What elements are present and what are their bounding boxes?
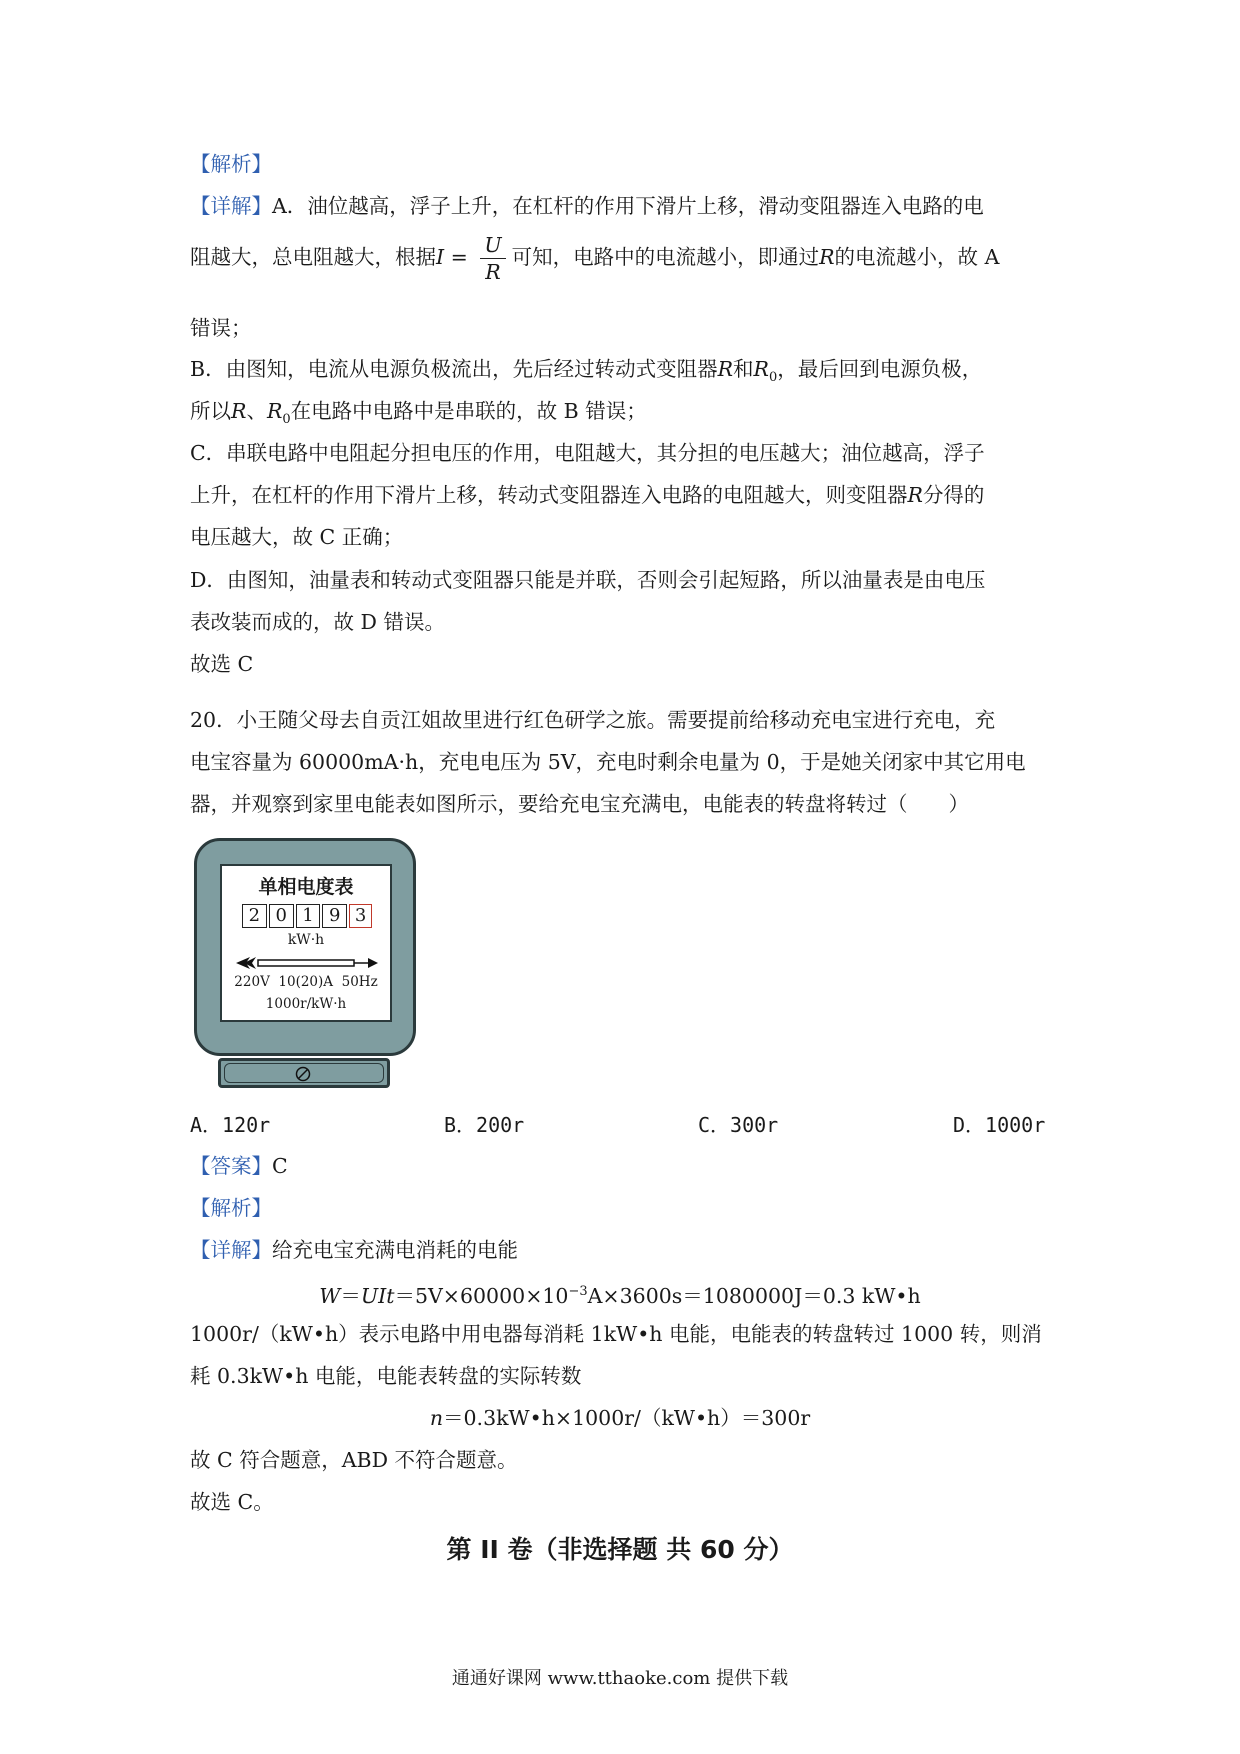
symbol-R0: R <box>753 357 769 381</box>
symbol-R: R <box>819 245 835 269</box>
option-value: 300r <box>730 1113 779 1137</box>
text-fragment: 分得的 <box>922 483 985 507</box>
subscript-0: 0 <box>282 412 291 428</box>
subscript-0: 0 <box>768 370 778 386</box>
symbol-R: R <box>231 399 247 423</box>
formula-equals: = <box>444 245 475 269</box>
option-value: 1000r <box>985 1113 1046 1137</box>
detail-text: 给充电宝充满电消耗的电能 <box>272 1238 518 1262</box>
energy-equation <box>0 1278 1240 1310</box>
detail-option-b-line2 <box>190 397 647 434</box>
meter-digit: 2 <box>242 904 267 928</box>
meter-rotor-arrow-icon <box>236 956 378 970</box>
symbol-R: R <box>907 483 923 507</box>
option-label: B． <box>444 1113 477 1137</box>
text-fragment: 阻越大，总电阻越大，根据 <box>190 245 436 269</box>
fraction-numerator: U <box>480 232 505 259</box>
symbol-n: n <box>429 1406 444 1430</box>
meter-digit: 1 <box>296 904 321 928</box>
meter-digit: 9 <box>322 904 347 928</box>
electricity-meter-figure <box>190 838 422 1092</box>
answer-tag: 【答案】 <box>190 1154 272 1178</box>
meter-digits <box>242 904 372 928</box>
text-fragment: 在电路中电路中是串联的，故 B 错误； <box>290 399 647 423</box>
detail-option-b-line1 <box>190 355 982 392</box>
answer-value: C <box>272 1154 288 1178</box>
section-heading: 第 II 卷（非选择题 共 60 分） <box>446 1535 794 1564</box>
revolutions-equation <box>0 1404 1240 1432</box>
detail-option-a-line2 <box>190 232 999 285</box>
detail-tag: 【详解】 <box>190 1238 272 1262</box>
question-20-line1: 20．小王随父母去自贡江姐故里进行红色研学之旅。需要提前给移动充电宝进行充电，充 <box>190 708 996 732</box>
detail-option-d-line1: D．由图知，油量表和转动式变阻器只能是并联，否则会引起短路，所以油量表是由电压 <box>190 568 986 592</box>
detail-tag: 【详解】 <box>190 194 272 218</box>
text-fragment: 和 <box>733 357 754 381</box>
answer-line <box>190 1152 288 1180</box>
option-label: A． <box>190 1113 223 1137</box>
equation-fragment: ＝0.3kW•h×1000r/（kW•h）＝300r <box>443 1406 811 1430</box>
symbol-R: R <box>717 357 734 381</box>
analysis-conclusion: 故选 C <box>190 652 254 676</box>
analysis-tag: 【解析】 <box>190 152 272 176</box>
text-fragment: 、 <box>246 399 267 423</box>
detail-option-c-line3: 电压越大，故 C 正确； <box>190 525 404 549</box>
text-fragment: ，最后回到电源负极， <box>777 357 983 381</box>
text-fragment: 可知，电路中的电流越小，即通过 <box>511 245 820 269</box>
meter-face <box>220 864 392 1022</box>
symbol-UIt: UIt <box>360 1283 395 1308</box>
option-a-text: A．油位越高，浮子上升，在杠杆的作用下滑片上移，滑动变阻器连入电路的电 <box>272 194 984 218</box>
text-fragment: B．由图知，电流从电源负极流出，先后经过转动式变阻器 <box>190 357 718 381</box>
equation-fragment: ＝5V×60000×10 <box>394 1283 569 1308</box>
option-c <box>698 1111 778 1139</box>
symbol-W: W <box>319 1283 341 1308</box>
text-fragment: 的电流越小，故 A <box>834 245 1000 269</box>
meter-spec-constant: 1000r/kW·h <box>265 996 347 1012</box>
detail-option-c-line1: C．串联电路中电阻起分担电压的作用，电阻越大，其分担的电压越大；油位越高，浮子 <box>190 441 985 465</box>
exponent: −3 <box>568 1284 588 1299</box>
meter-digit-decimal: 3 <box>349 904 372 928</box>
meter-spec-rating: 220V 10(20)A 50Hz <box>234 974 378 990</box>
page-footer: 通通好课网 www.tthaoke.com 提供下载 <box>451 1668 789 1689</box>
equals-sign: ＝ <box>340 1283 361 1308</box>
option-value: 120r <box>222 1113 271 1137</box>
slot-symbol-icon <box>294 1065 312 1083</box>
option-d <box>953 1111 1045 1139</box>
detail-line1 <box>190 1236 518 1264</box>
detail-option-c-line2 <box>190 481 984 509</box>
detail-option-a-line1 <box>190 192 984 220</box>
meter-unit: kW·h <box>287 932 325 948</box>
question-20-line3: 器，并观察到家里电能表如图所示，要给充电宝充满电，电能表的转盘将转过（ ） <box>190 792 969 816</box>
final-conclusion: 故选 C。 <box>190 1490 274 1514</box>
detail-line3: 耗 0.3kW•h 电能，电能表转盘的实际转数 <box>190 1364 582 1388</box>
detail-option-a-line3: 错误； <box>190 316 252 340</box>
detail-line2: 1000r/（kW•h）表示电路中用电器每消耗 1kW•h 电能，电能表的转盘转过 1000 转，则消 <box>190 1322 1042 1346</box>
text-fragment: 所以 <box>190 399 231 423</box>
symbol-R0: R <box>266 399 283 423</box>
option-value: 200r <box>476 1113 525 1137</box>
formula-I: I <box>436 245 445 269</box>
detail-option-d-line2: 表改装而成的，故 D 错误。 <box>190 610 445 634</box>
text-fragment: 上升，在杠杆的作用下滑片上移，转动式变阻器连入电路的电阻越大，则变阻器 <box>190 483 908 507</box>
option-label: D． <box>953 1113 986 1137</box>
fraction-denominator: R <box>485 260 501 284</box>
analysis-tag: 【解析】 <box>190 1196 272 1220</box>
question-20-line2: 电宝容量为 60000mA·h，充电电压为 5V，充电时剩余电量为 0，于是她关闭家中其它用电 <box>190 750 1026 774</box>
detail-line4: 故 C 符合题意，ABD 不符合题意。 <box>190 1448 518 1472</box>
meter-title: 单相电度表 <box>258 876 354 898</box>
option-b <box>444 1111 524 1139</box>
meter-digit: 0 <box>269 904 294 928</box>
option-a <box>190 1111 270 1139</box>
ohms-law-fraction <box>480 232 505 285</box>
option-label: C． <box>698 1113 731 1137</box>
equation-fragment: A×3600s＝1080000J＝0.3 kW•h <box>587 1283 921 1308</box>
